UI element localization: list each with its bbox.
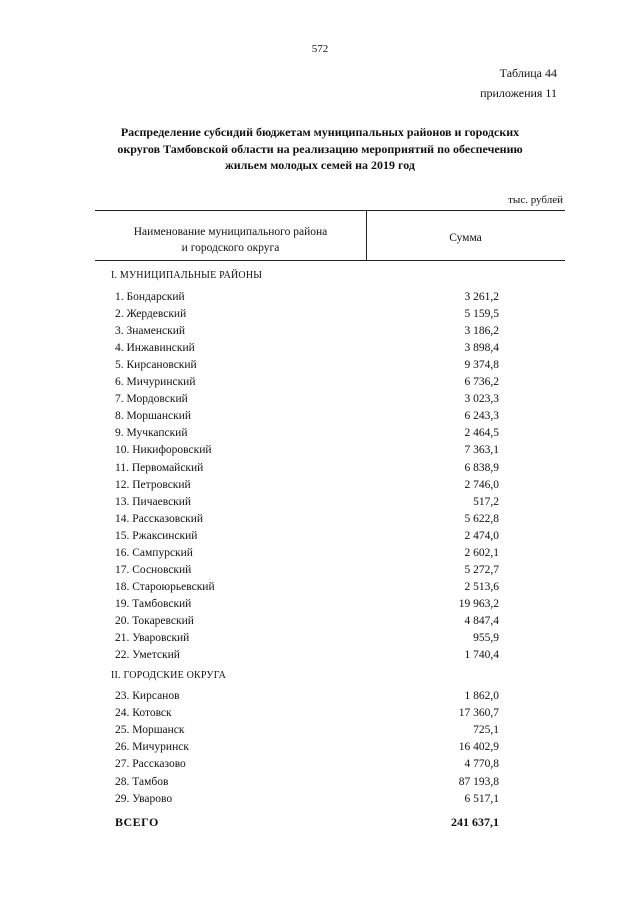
row-value: 17 360,7: [458, 707, 499, 720]
row-name: 17. Сосновский: [115, 563, 192, 576]
row-value: 87 193,8: [458, 775, 499, 788]
row-value: 2 513,6: [464, 580, 499, 593]
row-value: 3 023,3: [464, 393, 499, 406]
row-name: 14. Рассказовский: [115, 512, 204, 525]
row-value: 2 602,1: [464, 546, 499, 559]
row-name: 18. Староюрьевский: [115, 580, 215, 593]
row-value: 16 402,9: [458, 741, 499, 754]
row-value: 955,9: [473, 632, 499, 644]
row-name: 10. Никифоровский: [115, 444, 212, 457]
row-value: 6 517,1: [464, 792, 499, 805]
page-number: 572: [311, 43, 329, 55]
row-value: 19 963,2: [458, 597, 499, 610]
row-name: 8. Моршанский: [115, 410, 192, 423]
row-name: 11. Первомайский: [115, 461, 204, 474]
row-value: 4 770,8: [464, 758, 499, 771]
row-value: 6 243,3: [464, 410, 499, 423]
row-name: 22. Уметский: [115, 649, 180, 662]
section-title-districts: I. МУНИЦИПАЛЬНЫЕ РАЙОНЫ: [111, 270, 263, 281]
row-value: 6 736,2: [464, 376, 499, 389]
row-value: 1 740,4: [464, 649, 499, 662]
table-top-border: [95, 210, 565, 211]
row-value: 3 898,4: [464, 342, 499, 355]
row-name: 16. Сампурский: [115, 546, 193, 559]
title-line: Распределение субсидий бюджетам муниципальных районов и городских: [120, 125, 520, 139]
row-name: 3. Знаменский: [115, 325, 186, 338]
row-name: 1. Бондарский: [115, 291, 185, 303]
row-name: 29. Уварово: [115, 792, 173, 805]
row-name: 27. Рассказово: [115, 758, 186, 771]
row-name: 19. Тамбовский: [115, 597, 192, 610]
total-label: ВСЕГО: [115, 815, 159, 829]
header-name-line: Наименование муниципального района: [133, 226, 328, 238]
row-value: 9 374,8: [464, 359, 499, 372]
row-name: 4. Инжавинский: [115, 342, 195, 355]
total-value: 241 637,1: [451, 815, 499, 829]
row-name: 9. Мучкапский: [115, 427, 188, 440]
row-name: 24. Котовск: [115, 707, 172, 720]
title-line: жильем молодых семей на 2019 год: [225, 158, 415, 172]
table-reference: Таблица 44: [499, 66, 557, 80]
row-name: 23. Кирсанов: [115, 690, 180, 702]
header-name-column: [95, 224, 366, 256]
section-title-cities: II. ГОРОДСКИЕ ОКРУГА: [111, 670, 227, 681]
header-name-line: и городского округа: [181, 242, 280, 254]
row-name: 12. Петровский: [115, 478, 191, 491]
row-name: 20. Токаревский: [115, 614, 194, 627]
row-value: 4 847,4: [464, 614, 499, 627]
row-name: 7. Мордовский: [115, 393, 188, 406]
row-value: 3 186,2: [464, 325, 499, 338]
row-name: 25. Моршанск: [115, 724, 185, 737]
row-value: 725,1: [473, 724, 499, 737]
row-value: 2 746,0: [464, 478, 499, 491]
row-value: 7 363,1: [464, 444, 499, 457]
row-value: 3 261,2: [464, 291, 499, 303]
title-line: округов Тамбовской области на реализацию мероприятий по обеспечению: [117, 141, 523, 156]
row-name: 2. Жердевский: [115, 308, 187, 321]
row-value: 5 159,5: [464, 308, 499, 321]
row-value: 6 838,9: [464, 461, 499, 474]
row-value: 517,2: [473, 495, 499, 508]
row-name: 21. Уваровский: [115, 632, 190, 644]
row-name: 5. Кирсановский: [115, 359, 197, 372]
row-value: 1 862,0: [464, 690, 499, 702]
row-value: 2 464,5: [464, 427, 499, 440]
units-label: тыс. рублей: [508, 194, 563, 206]
row-value: 2 474,0: [464, 529, 499, 542]
row-value: 5 272,7: [464, 563, 499, 576]
row-name: 13. Пичаевский: [115, 495, 192, 508]
header-sum-column: Сумма: [449, 232, 482, 244]
row-name: 28. Тамбов: [115, 775, 169, 788]
document-title: [100, 124, 540, 174]
header-bottom-border: [95, 260, 565, 261]
row-name: 26. Мичуринск: [115, 741, 189, 754]
row-name: 6. Мичуринский: [115, 376, 196, 389]
appendix-reference: приложения 11: [480, 86, 557, 100]
row-value: 5 622,8: [464, 512, 499, 525]
row-name: 15. Ржаксинский: [115, 529, 198, 542]
